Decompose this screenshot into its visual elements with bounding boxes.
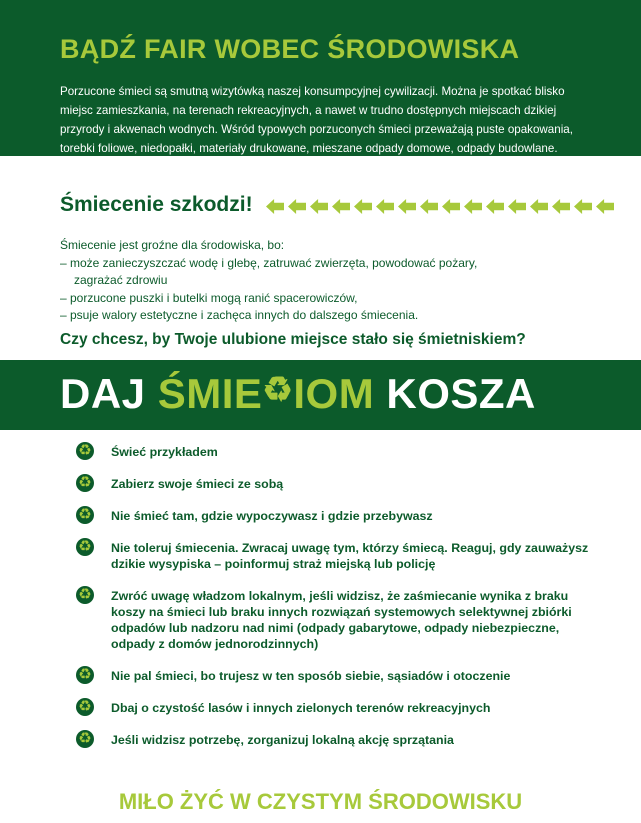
arrow-left-icon <box>310 199 328 214</box>
list-item <box>76 506 606 524</box>
arrow-left-icon <box>442 199 460 214</box>
harm-point: – może zanieczyszczać wodę i glebę, zatruwać zwierzęta, powodować pożary, <box>60 255 478 270</box>
recycle-icon: ♻ <box>76 442 94 460</box>
arrow-left-icon <box>332 199 350 214</box>
question: Czy chcesz, by Twoje ulubione miejsce stało się śmietniskiem? <box>60 331 526 348</box>
page-title: BĄDŹ FAIR WOBEC ŚRODOWISKA <box>60 34 520 64</box>
slogan-word: ŚMIE <box>157 370 263 417</box>
tip-text: Zabierz swoje śmieci ze sobą <box>111 477 284 491</box>
recycle-icon: ♻ <box>76 586 94 604</box>
list-item <box>76 586 606 652</box>
list-item <box>76 442 606 460</box>
list-item <box>76 698 606 716</box>
recycle-icon: ♻ <box>262 371 294 409</box>
harm-point: – porzucone puszki i butelki mogą ranić spacerowiczów, <box>60 290 358 305</box>
recycle-icon: ♻ <box>76 474 94 492</box>
harm-lead: Śmiecenie jest groźne dla środowiska, bo: <box>60 238 285 252</box>
recycle-icon: ♻ <box>76 666 94 684</box>
arrow-left-icon <box>508 199 526 214</box>
tip-text: Nie toleruj śmiecenia. Zwracaj uwagę tym, którzy śmiecą. Reaguj, gdy zauważysz dzikie wysypiska – poinformuj straż miejską lub policję <box>111 541 589 571</box>
arrow-row <box>266 199 614 214</box>
slogan-word: IOM <box>293 370 375 417</box>
recycle-icon: ♻ <box>76 506 94 524</box>
arrow-left-icon <box>574 199 592 214</box>
arrow-left-icon <box>464 199 482 214</box>
arrow-left-icon <box>376 199 394 214</box>
recycle-icon: ♻ <box>76 538 94 556</box>
arrow-left-icon <box>398 199 416 214</box>
arrow-left-icon <box>596 199 614 214</box>
tip-text: Nie śmieć tam, gdzie wypoczywasz i gdzie przebywasz <box>111 509 433 523</box>
list-item <box>76 538 606 572</box>
harm-heading: Śmiecenie szkodzi! <box>60 193 253 216</box>
arrow-left-icon <box>354 199 372 214</box>
intro-text: Porzucone śmieci są smutną wizytówką naszej konsumpcyjnej cywilizacji. Można je spotkać blisko miejsc zamieszkania, na terenach rekreacyjnych, a nawet w trudno dostępnych miejscach dzikiej przyrody i akwenach wodnych. Wśród typowych porzuconych śmieci przeważają puste opakowania, torebki foliowe, niedopałki, materiały drukowane, mieszane odpady domowe, odpady budowlane. <box>60 85 573 155</box>
footer-slogan: MIŁO ŻYĆ W CZYSTYM ŚRODOWISKU <box>118 789 523 814</box>
tip-text: Świeć przykładem <box>111 445 218 459</box>
arrow-left-icon <box>552 199 570 214</box>
slogan-word: DAJ <box>60 370 146 417</box>
list-item <box>76 474 606 492</box>
tip-text: Jeśli widzisz potrzebę, zorganizuj lokalną akcję sprzątania <box>111 733 454 747</box>
arrow-left-icon <box>486 199 504 214</box>
arrow-left-icon <box>288 199 306 214</box>
recycle-icon: ♻ <box>76 730 94 748</box>
arrow-left-icon <box>530 199 548 214</box>
slogan <box>60 370 536 418</box>
harm-point: – psuje walory estetyczne i zachęca innych do dalszego śmiecenia. <box>60 308 419 322</box>
list-item <box>76 730 606 748</box>
recycle-icon: ♻ <box>76 698 94 716</box>
tips-list <box>76 442 606 762</box>
list-item <box>76 666 606 684</box>
slogan-word: KOSZA <box>386 370 536 417</box>
harm-list <box>60 237 477 325</box>
tip-text: Dbaj o czystość lasów i innych zielonych terenów rekreacyjnych <box>111 701 491 715</box>
harm-point: zagrażać zdrowiu <box>74 273 168 287</box>
arrow-left-icon <box>420 199 438 214</box>
tip-text: Zwróć uwagę władzom lokalnym, jeśli widzisz, że zaśmiecanie wynika z braku koszy na śmieci lub braku innych rozwiązań systemowych selektywnej zbiórki odpadów lub nadzoru nad nimi (odpady gabarytowe, odpady niebezpieczne, odpady z domów jednorodzinnych) <box>111 589 572 651</box>
tip-text: Nie pal śmieci, bo trujesz w ten sposób siebie, sąsiadów i otoczenie <box>111 669 511 683</box>
arrow-left-icon <box>266 199 284 214</box>
